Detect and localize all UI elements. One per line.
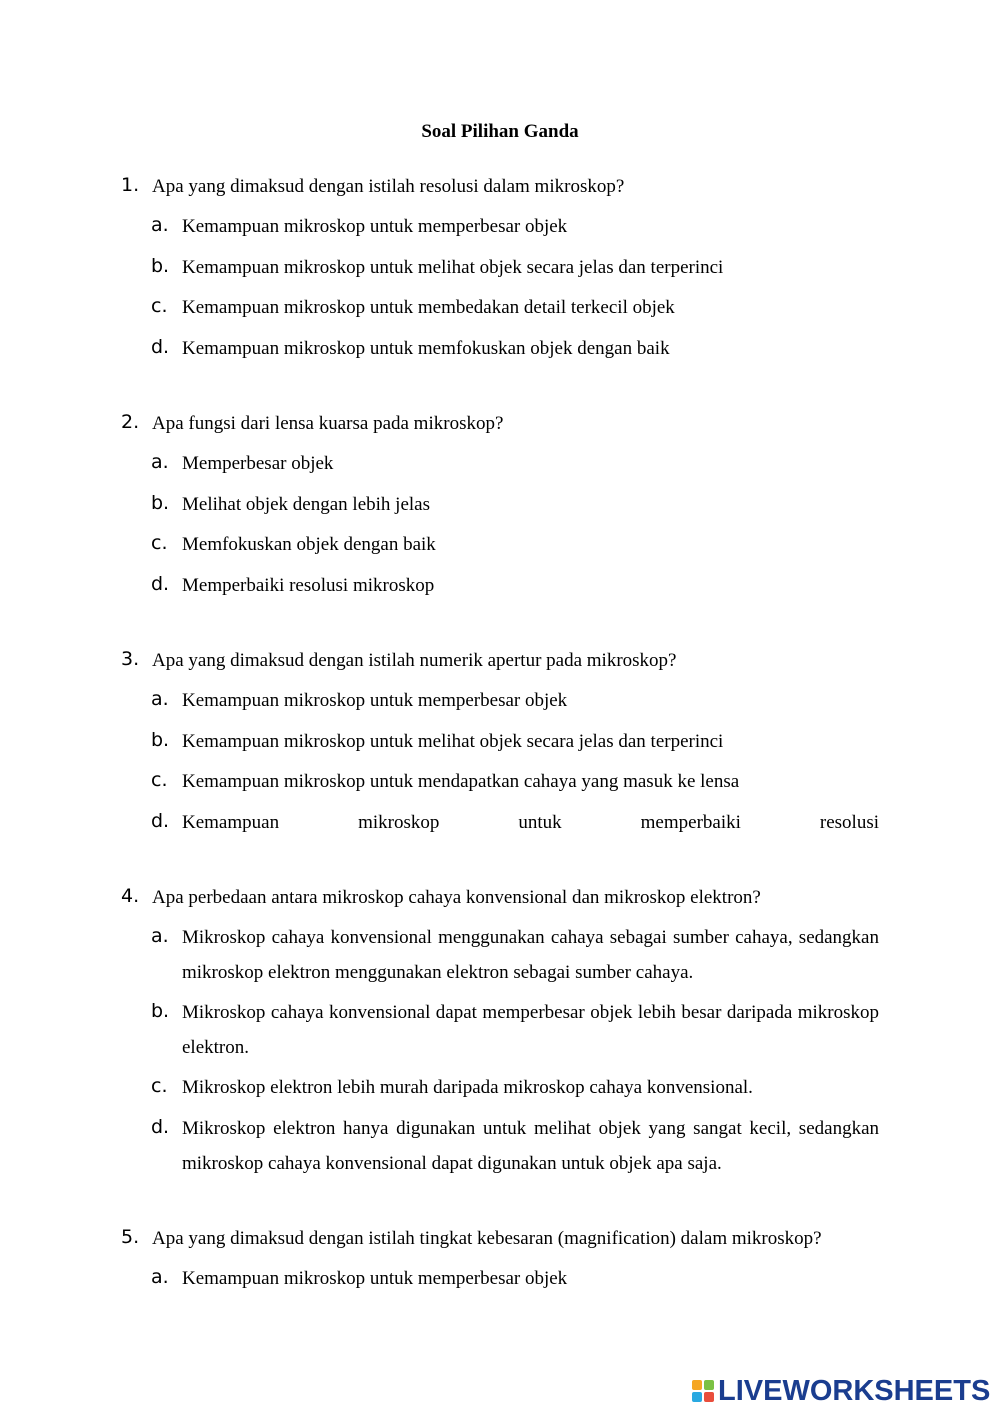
- question-1-option-a: Kemampuan mikroskop untuk memperbesar objek: [182, 216, 568, 237]
- logo-square-3: [692, 1392, 702, 1402]
- question-4-option-d: Mikroskop elektron hanya digunakan untuk melihat objek yang sangat kecil, sedangkan mikroskop cahaya konvensional dapat digunakan untuk objek apa saja.: [182, 1118, 879, 1174]
- question-4-number: 4.: [121, 885, 140, 907]
- question-4-option-c: Mikroskop elektron lebih murah daripada mikroskop cahaya konvensional.: [182, 1077, 753, 1098]
- liveworksheets-logo: [692, 1374, 990, 1408]
- question-4-text: Apa perbedaan antara mikroskop cahaya konvensional dan mikroskop elektron?: [152, 887, 761, 908]
- question-2-number: 2.: [121, 411, 140, 433]
- question-5-option-a: Kemampuan mikroskop untuk memperbesar objek: [182, 1268, 568, 1289]
- question-2-option-a: Memperbesar objek: [182, 453, 334, 474]
- question-2-option-c: Memfokuskan objek dengan baik: [182, 534, 436, 555]
- question-5-option-a-letter: a.: [151, 1266, 169, 1288]
- question-1-option-d-letter: d.: [151, 336, 170, 358]
- question-1-option-b: Kemampuan mikroskop untuk melihat objek secara jelas dan terperinci: [182, 257, 724, 278]
- logo-square-4: [704, 1392, 714, 1402]
- question-2-option-d: Memperbaiki resolusi mikroskop: [182, 575, 435, 596]
- question-3-option-d: Kemampuan mikroskop untuk memperbaiki resolusi: [182, 812, 879, 833]
- question-3-text: Apa yang dimaksud dengan istilah numerik apertur pada mikroskop?: [152, 650, 677, 671]
- question-4-option-a: Mikroskop cahaya konvensional menggunakan cahaya sebagai sumber cahaya, sedangkan mikroskop elektron menggunakan elektron sebagai sumber cahaya.: [182, 927, 879, 983]
- question-4-option-b-letter: b.: [151, 1000, 170, 1022]
- logo-square-2: [704, 1380, 714, 1390]
- question-2-option-d-letter: d.: [151, 573, 170, 595]
- question-5-number: 5.: [121, 1226, 140, 1248]
- question-2-text: Apa fungsi dari lensa kuarsa pada mikroskop?: [152, 413, 504, 434]
- question-2-option-c-letter: c.: [151, 532, 168, 554]
- question-3-option-a: Kemampuan mikroskop untuk memperbesar objek: [182, 690, 568, 711]
- question-3-option-c: Kemampuan mikroskop untuk mendapatkan cahaya yang masuk ke lensa: [182, 771, 740, 792]
- question-3-option-b-letter: b.: [151, 729, 170, 751]
- question-1-option-a-letter: a.: [151, 214, 169, 236]
- question-3-option-d-letter: d.: [151, 810, 170, 832]
- question-5-text: Apa yang dimaksud dengan istilah tingkat kebesaran (magnification) dalam mikroskop?: [152, 1228, 822, 1249]
- question-4-option-b: Mikroskop cahaya konvensional dapat memperbesar objek lebih besar daripada mikroskop elektron.: [182, 1002, 879, 1058]
- question-4-option-d-letter: d.: [151, 1116, 170, 1138]
- question-3-option-c-letter: c.: [151, 769, 168, 791]
- question-3-option-a-letter: a.: [151, 688, 169, 710]
- question-3-option-b: Kemampuan mikroskop untuk melihat objek secara jelas dan terperinci: [182, 731, 724, 752]
- question-2-option-b-letter: b.: [151, 492, 170, 514]
- question-1-text: Apa yang dimaksud dengan istilah resolusi dalam mikroskop?: [152, 176, 625, 197]
- question-4-option-c-letter: c.: [151, 1075, 168, 1097]
- question-1-number: 1.: [121, 174, 140, 196]
- question-1-option-c-letter: c.: [151, 295, 168, 317]
- question-2-option-a-letter: a.: [151, 451, 169, 473]
- logo-text: LIVEWORKSHEETS: [718, 1374, 991, 1407]
- question-1-option-d: Kemampuan mikroskop untuk memfokuskan objek dengan baik: [182, 338, 670, 359]
- logo-square-1: [692, 1380, 702, 1390]
- logo-squares-icon: [692, 1380, 714, 1402]
- page-title: Soal Pilihan Ganda: [421, 121, 579, 142]
- question-4-option-a-letter: a.: [151, 925, 169, 947]
- question-2-option-b: Melihat objek dengan lebih jelas: [182, 494, 430, 515]
- question-1-option-c: Kemampuan mikroskop untuk membedakan detail terkecil objek: [182, 297, 675, 318]
- question-1-option-b-letter: b.: [151, 255, 170, 277]
- question-3-number: 3.: [121, 648, 140, 670]
